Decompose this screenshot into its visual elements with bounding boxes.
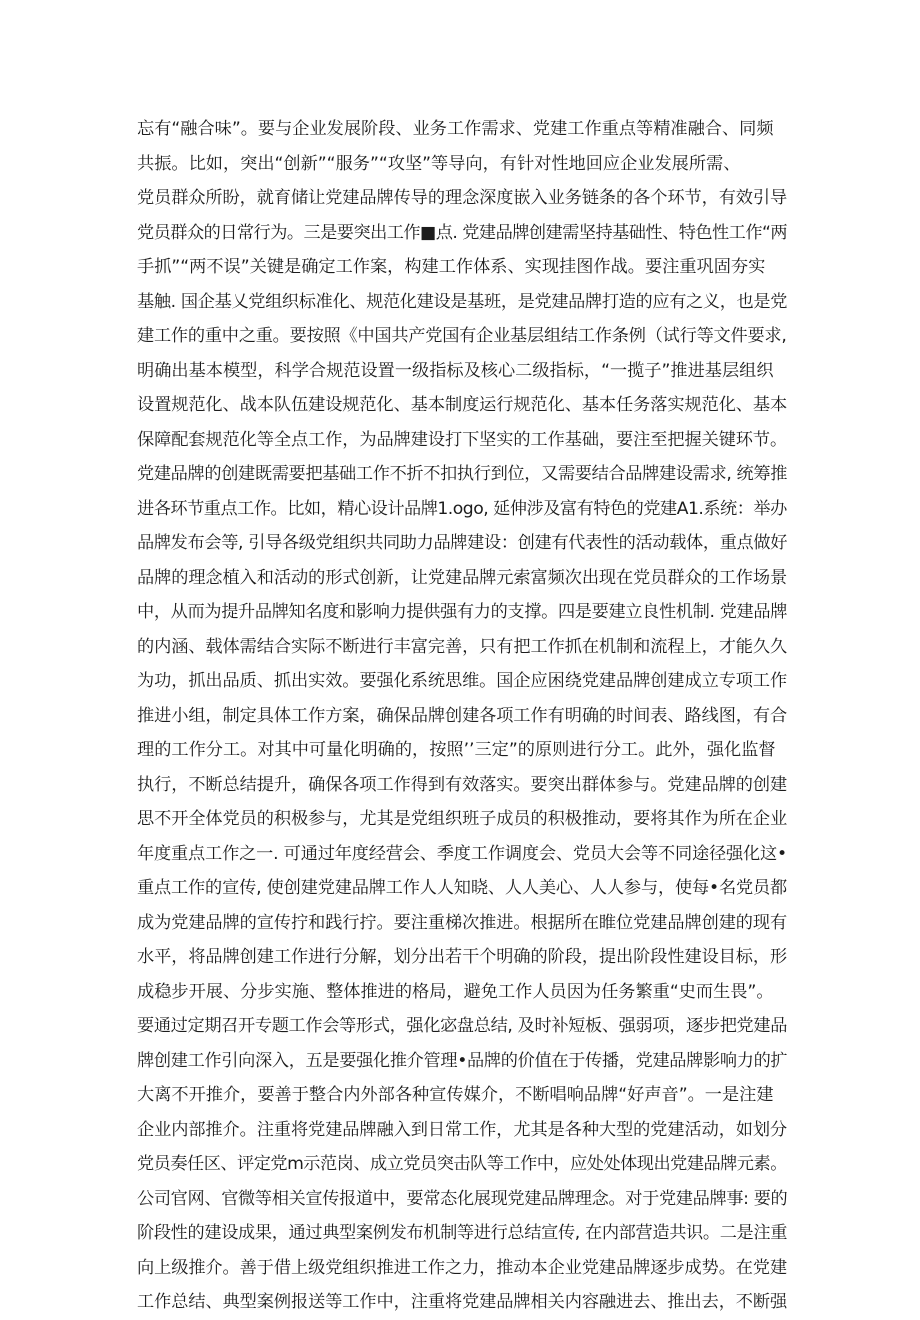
text-line: 设置规范化、战本队伍建设规范化、基本制度运行规范化、基本任务落实规范化、基本 — [137, 395, 787, 415]
text-line: 手抓”“两不误”关键是确定工作案，构建工作体系、实现挂图作战。要注重巩固夯实 — [137, 257, 766, 277]
text-line: 成为党建品牌的宣传拧和践行拧。要注重梯次推进。根据所在睢位党建品牌创建的现有 — [137, 912, 787, 933]
text-line: 共振。比如，突出“创新”“服务”“攻坚”等导向，有针对性地回应企业发展所需、 — [137, 153, 741, 174]
text-line: 企业内部推介。注重将党建品牌融入到日常工作，尤其是各种大型的党建活动，如划分 — [137, 1119, 787, 1140]
text-line: 思不开全体党员的积极参与，尤其是党组织班子成员的积极推动，要将其作为所在企业 — [137, 809, 787, 829]
text-line: 阶段性的建设成果，通过典型案例发布机制等进行总结宣传, 在内部营造共识。二是注重 — [137, 1223, 787, 1243]
text-line: 大离不开推介，要善于整合内外部各种宣传媒介，不断唱响品牌“好声音”。一是注建 — [137, 1085, 774, 1105]
text-line: 工作总结、典型案例报送等工作中，注重将党建品牌相关内容融进去、推出去，不断强 — [137, 1292, 787, 1312]
text-line: 牌创建工作引向深入，五是要强化推介管理•品牌的价值在于传播，党建品牌影响力的扩 — [137, 1050, 787, 1071]
text-line: 推进小组，制定具体工作方案，确保品牌创建各项工作有明确的时间表、路线图，有合 — [137, 705, 787, 726]
text-line: 保障配套规范化等全点工作，为品牌建设打下坚实的工作基础，要注至把握关键环节。 — [137, 429, 787, 450]
text-line: 公司官网、官微等相关宣传报道中，要常态化展现党建品牌理念。对于党建品牌事: 要的 — [137, 1188, 787, 1209]
text-line: 向上级推介。善于借上级党组织推进工作之力，推动本企业党建品牌逐步成势。在党建 — [137, 1257, 787, 1278]
text-line: 要通过定期召开专题工作会等形式，强化宓盘总结, 及时补短板、强弱项，逐步把党建品 — [137, 1016, 787, 1036]
text-line: 理的工作分工。对其中可量化明确的，按照’’三定”的原则进行分工。此外，强化监督 — [137, 740, 776, 760]
text-line: 品牌发布会等, 引导各级党组织共同助力品牌建设：创建有代表性的活动载体，重点做好 — [137, 533, 787, 553]
text-line: 中，从而为提升品牌知名度和影响力提供强有力的支撑。四是要建立良性机制. 党建品牌 — [137, 602, 787, 622]
text-line: 基触. 国企基乂党组织标准化、规范化建设是基班，是党建品牌打造的应有之义，也是党 — [137, 291, 787, 312]
text-line: 明确出基本模型，科学合规范设置一级指标及核心二级指标，“一揽子”推进基层组织 — [137, 360, 774, 381]
text-line: 水平，将品牌创建工作进行分解，划分出若干个明确的阶段，提出阶段性建设目标，形 — [137, 947, 787, 967]
text-line: 品牌的理念植入和活动的形式创新，让党建品牌元索富频次出现在党员群众的工作场景 — [137, 567, 787, 588]
text-line: 重点工作的宣传, 使创建党建品牌工作人人知晓、人人美心、人人参与，使每•名党员都 — [137, 878, 787, 898]
text-line: 党建品牌的创建既需要把基础工作不折不扣执行到位，又需要结合品牌建设需求, 统筹推 — [137, 464, 787, 484]
text-line: 的内涵、载体需结合实际不断进行丰富完善，只有把工作抓在机制和流程上，才能久久 — [137, 636, 787, 657]
text-line: 执行，不断总结提升，确保各项工作得到有效落实。要突出群体参与。党建品牌的创建 — [137, 774, 787, 795]
body-text — [137, 112, 787, 1320]
text-line: 党员奏任区、评定党m示范岗、成立党员突击队等工作中，应处处体现出党建品牌元素。 — [137, 1154, 787, 1174]
text-line: 建工作的重中之重。要按照《中国共产党国有企业基层组结工作条例（试行等文件要求, — [137, 326, 787, 346]
text-line: 忘有“融合味”。要与企业发展阶段、业务工作需求、党建工作重点等精准融合、同频 — [137, 119, 774, 139]
text-line: 党员群众所盼，就育储让党建品牌传导的理念深度嵌入业务链条的各个环节，有效引导 — [137, 188, 787, 208]
text-line: 党员群众的日常行为。三是要突出工作■点. 党建品牌创建需坚持基础性、特色性工作“两 — [137, 222, 787, 243]
text-line: 进各环节重点工作。比如，精心设计品牌1.ogo, 延伸涉及富有特色的党建A1.系统：举办 — [137, 498, 787, 519]
text-line: 年度重点工作之一. 可通过年度经营会、季度工作调度会、党员大会等不同途径强化这• — [137, 843, 787, 864]
text-line: 成稳步开展、分步实施、整体推进的格局，避免工作人员因为任务繁重“史而生畏”。 — [137, 981, 774, 1002]
text-line: 为功，抓出品质、抓出实效。要强化系统思维。国企应困绕党建品牌创建成立专项工作 — [137, 671, 787, 691]
